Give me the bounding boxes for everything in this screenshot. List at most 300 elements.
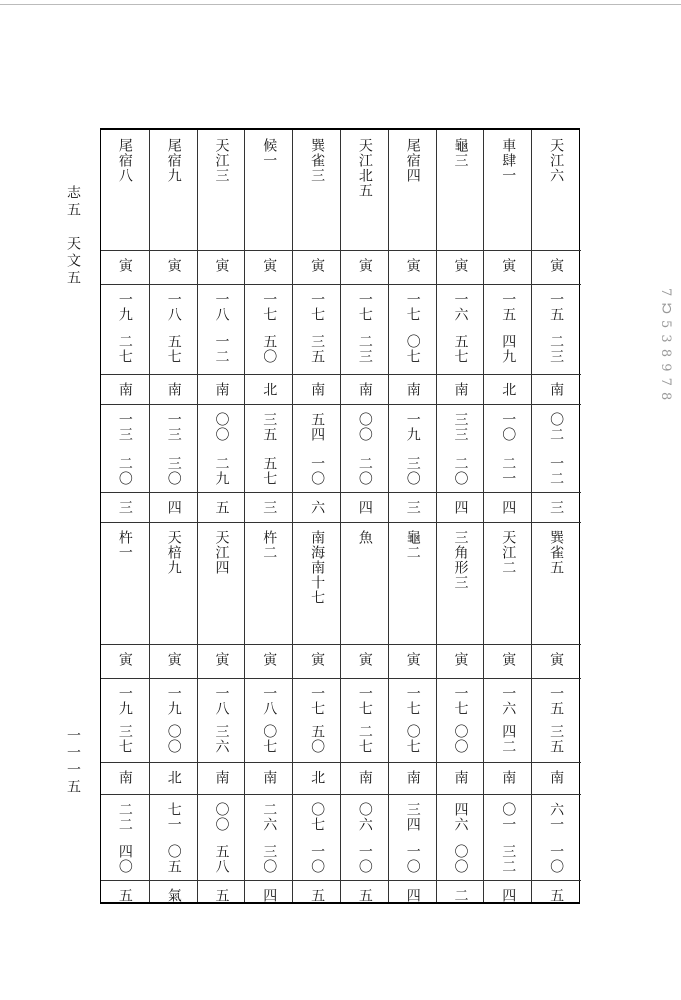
cell-text: 南 — [165, 382, 182, 397]
cell-text: 一七 — [356, 292, 373, 322]
table-cell — [245, 456, 293, 492]
table-cell — [101, 456, 149, 492]
cell-text: 六 — [309, 500, 326, 515]
cell-text: 二〇 — [356, 456, 373, 486]
cell-text: 〇〇 — [213, 802, 230, 832]
table-cell — [437, 844, 485, 880]
table-cell — [484, 802, 532, 836]
cell-text: 三五 — [309, 334, 326, 364]
cell-text: 一五 — [548, 292, 565, 322]
table-cell — [341, 686, 389, 716]
cell-text: 二二 — [116, 802, 133, 832]
cell-text: 一三 — [116, 412, 133, 442]
star-name-cell — [198, 530, 246, 644]
star-name-cell — [532, 530, 580, 644]
cell-text: 一五 — [500, 292, 517, 322]
cell-text: 寅 — [165, 258, 182, 273]
cell-text: 三 — [116, 500, 133, 515]
table-cell — [150, 888, 198, 902]
table-cell — [341, 802, 389, 836]
table-cell — [245, 382, 293, 404]
table-column — [149, 130, 198, 902]
table-cell — [389, 888, 437, 902]
table-cell — [245, 258, 293, 284]
cell-text: 尾宿九 — [165, 138, 182, 183]
table-cell — [101, 802, 149, 836]
cell-text: 魚 — [356, 530, 373, 545]
table-cell — [532, 382, 580, 404]
table-cell — [389, 334, 437, 374]
table-cell — [389, 724, 437, 762]
table-cell — [198, 844, 246, 880]
table-cell — [150, 724, 198, 762]
cell-text: 南 — [548, 382, 565, 397]
cell-text: 天棓九 — [165, 530, 182, 575]
margin-annotation: 7 𝈀 5 3 8 9 7 8 — [658, 288, 673, 402]
cell-text: 四〇 — [116, 844, 133, 874]
table-cell — [437, 802, 485, 836]
cell-text: 三五 — [261, 412, 278, 442]
table-cell — [150, 292, 198, 326]
table-cell — [532, 334, 580, 374]
star-name-cell — [341, 138, 389, 250]
star-name-cell — [484, 530, 532, 644]
cell-text: 一二 — [548, 456, 565, 486]
cell-text: 四 — [452, 500, 469, 515]
table-cell — [341, 258, 389, 284]
cell-text: 北 — [261, 382, 278, 397]
table-column — [483, 130, 532, 902]
table-cell — [437, 334, 485, 374]
table-cell — [532, 258, 580, 284]
table-cell — [532, 802, 580, 836]
table-cell — [101, 652, 149, 678]
cell-text: 寅 — [309, 652, 326, 667]
table-cell — [150, 686, 198, 716]
table-cell — [245, 770, 293, 794]
table-cell — [150, 258, 198, 284]
cell-text: 天江二 — [500, 530, 517, 575]
cell-text: 寅 — [500, 652, 517, 667]
table-cell — [245, 292, 293, 326]
cell-text: 一七 — [309, 292, 326, 322]
cell-text: 寅 — [356, 652, 373, 667]
table-cell — [341, 412, 389, 448]
cell-text: 南 — [500, 770, 517, 785]
table-cell — [437, 888, 485, 902]
cell-text: 〇〇 — [356, 412, 373, 442]
cell-text: 〇〇 — [452, 844, 469, 874]
cell-text: 一八 — [213, 686, 230, 716]
cell-text: 寅 — [548, 258, 565, 273]
table-cell — [437, 652, 485, 678]
table-cell — [150, 500, 198, 522]
table-cell — [341, 770, 389, 794]
table-cell — [198, 888, 246, 902]
star-name-cell — [389, 530, 437, 644]
cell-text: 一八 — [213, 292, 230, 322]
cell-text: 三 — [261, 500, 278, 515]
table-cell — [293, 844, 341, 880]
table-cell — [198, 382, 246, 404]
cell-text: 寅 — [261, 258, 278, 273]
table-cell — [101, 724, 149, 762]
table-cell — [389, 258, 437, 284]
table-column — [340, 130, 389, 902]
table-cell — [341, 652, 389, 678]
table-cell — [198, 770, 246, 794]
cell-text: 一七 — [309, 686, 326, 716]
table-cell — [198, 292, 246, 326]
table-cell — [293, 292, 341, 326]
table-cell — [532, 888, 580, 902]
cell-text: 二〇 — [116, 456, 133, 486]
table-cell — [437, 258, 485, 284]
table-cell — [437, 412, 485, 448]
cell-text: 南 — [548, 770, 565, 785]
table-cell — [101, 258, 149, 284]
cell-text: 〇七 — [404, 334, 421, 364]
table-cell — [101, 292, 149, 326]
cell-text: 〇七 — [309, 802, 326, 832]
table-cell — [484, 292, 532, 326]
table-cell — [532, 770, 580, 794]
table-cell — [293, 500, 341, 522]
cell-text: 巽雀三 — [309, 138, 326, 183]
star-name-cell — [532, 138, 580, 250]
cell-text: 一三 — [165, 412, 182, 442]
cell-text: 一〇 — [309, 844, 326, 874]
cell-text: 二七 — [116, 334, 133, 364]
table-cell — [150, 802, 198, 836]
table-cell — [389, 292, 437, 326]
cell-text: 寅 — [213, 652, 230, 667]
cell-text: 五八 — [213, 844, 230, 874]
cell-text: 三 — [548, 500, 565, 515]
table-cell — [341, 382, 389, 404]
star-name-cell — [150, 138, 198, 250]
table-column — [197, 130, 246, 902]
cell-text: 南 — [404, 770, 421, 785]
table-cell — [484, 770, 532, 794]
cell-text: 南海南十七 — [309, 530, 326, 605]
cell-text: 三角形三 — [452, 530, 469, 590]
cell-text: 五七 — [261, 456, 278, 486]
cell-text: 一二 — [213, 334, 230, 364]
cell-text: 一七 — [404, 292, 421, 322]
cell-text: 一九 — [116, 292, 133, 322]
cell-text: 一六 — [500, 686, 517, 716]
cell-text: 一〇 — [548, 844, 565, 874]
cell-text: 南 — [404, 382, 421, 397]
cell-text: 四 — [356, 500, 373, 515]
cell-text: 二〇 — [452, 456, 469, 486]
table-cell — [101, 334, 149, 374]
table-cell — [389, 686, 437, 716]
star-name-cell — [437, 138, 485, 250]
cell-text: 五 — [213, 500, 230, 515]
cell-text: 〇七 — [261, 724, 278, 754]
cell-text: 三五 — [548, 724, 565, 754]
cell-text: 寅 — [452, 258, 469, 273]
table-cell — [484, 500, 532, 522]
table-cell — [293, 686, 341, 716]
cell-text: 候一 — [261, 138, 278, 168]
cell-text: 四 — [165, 500, 182, 515]
cell-text: 一七 — [452, 686, 469, 716]
table-cell — [532, 412, 580, 448]
table-cell — [484, 888, 532, 902]
table-cell — [389, 500, 437, 522]
cell-text: 天江北五 — [356, 138, 373, 198]
cell-text: 天江四 — [213, 530, 230, 575]
table-cell — [150, 382, 198, 404]
table-cell — [389, 456, 437, 492]
table-cell — [293, 382, 341, 404]
table-cell — [245, 412, 293, 448]
star-name-cell — [484, 138, 532, 250]
section-header: 志五 天文五 — [65, 185, 81, 287]
cell-text: 寅 — [213, 258, 230, 273]
table-cell — [150, 652, 198, 678]
table-cell — [245, 844, 293, 880]
cell-text: 寅 — [404, 652, 421, 667]
cell-text: 二九 — [213, 456, 230, 486]
star-name-cell — [293, 138, 341, 250]
table-cell — [532, 652, 580, 678]
table-cell — [293, 334, 341, 374]
cell-text: 〇五 — [165, 844, 182, 874]
table-column — [388, 130, 437, 902]
table-cell — [198, 652, 246, 678]
table-cell — [150, 412, 198, 448]
table-cell — [293, 652, 341, 678]
table-cell — [437, 686, 485, 716]
table-cell — [150, 844, 198, 880]
cell-text: 五七 — [165, 334, 182, 364]
cell-text: 二一 — [500, 456, 517, 486]
table-cell — [101, 412, 149, 448]
cell-text: 南 — [356, 770, 373, 785]
table-cell — [101, 770, 149, 794]
cell-text: 四 — [404, 888, 421, 903]
table-cell — [293, 412, 341, 448]
cell-text: 四 — [500, 888, 517, 903]
cell-text: 一九 — [404, 412, 421, 442]
cell-text: 二七 — [356, 724, 373, 754]
cell-text: 五 — [356, 888, 373, 903]
table-cell — [101, 888, 149, 902]
cell-text: 龜二 — [404, 530, 421, 560]
table-cell — [245, 802, 293, 836]
cell-text: 車肆一 — [500, 138, 517, 183]
cell-text: 三二 — [500, 844, 517, 874]
table-cell — [198, 686, 246, 716]
cell-text: 南 — [309, 382, 326, 397]
table-cell — [293, 456, 341, 492]
cell-text: 一七 — [261, 292, 278, 322]
cell-text: 氣 — [165, 888, 182, 903]
table-cell — [484, 652, 532, 678]
cell-text: 巽雀五 — [548, 530, 565, 575]
cell-text: 寅 — [404, 258, 421, 273]
cell-text: 寅 — [165, 652, 182, 667]
table-cell — [293, 770, 341, 794]
table-cell — [532, 686, 580, 716]
cell-text: 一〇 — [309, 456, 326, 486]
table-cell — [293, 888, 341, 902]
table-cell — [532, 724, 580, 762]
table-cell — [341, 500, 389, 522]
cell-text: 寅 — [548, 652, 565, 667]
cell-text: 四 — [500, 500, 517, 515]
cell-text: 二三 — [548, 334, 565, 364]
cell-text: 五 — [309, 888, 326, 903]
cell-text: 杵二 — [261, 530, 278, 560]
table-cell — [389, 770, 437, 794]
table-cell — [245, 334, 293, 374]
cell-text: 三〇 — [404, 456, 421, 486]
table-cell — [245, 888, 293, 902]
cell-text: 六一 — [548, 802, 565, 832]
table-column — [292, 130, 341, 902]
table-cell — [293, 724, 341, 762]
cell-text: 三〇 — [165, 456, 182, 486]
cell-text: 寅 — [309, 258, 326, 273]
page-number: 一一一五 — [65, 728, 81, 796]
table-cell — [389, 412, 437, 448]
table-cell — [437, 724, 485, 762]
cell-text: 寅 — [116, 652, 133, 667]
star-name-cell — [245, 138, 293, 250]
table-cell — [198, 456, 246, 492]
table-cell — [150, 334, 198, 374]
cell-text: 五〇 — [309, 724, 326, 754]
table-cell — [198, 412, 246, 448]
star-name-cell — [389, 138, 437, 250]
table-cell — [484, 844, 532, 880]
cell-text: 〇二 — [548, 412, 565, 442]
cell-text: 南 — [116, 770, 133, 785]
table-cell — [484, 686, 532, 716]
table-cell — [532, 844, 580, 880]
star-name-cell — [150, 530, 198, 644]
cell-text: 南 — [356, 382, 373, 397]
cell-text: 一八 — [261, 686, 278, 716]
cell-text: 二三 — [356, 334, 373, 364]
cell-text: 四九 — [500, 334, 517, 364]
table-cell — [437, 770, 485, 794]
cell-text: 杵一 — [116, 530, 133, 560]
table-cell — [245, 500, 293, 522]
cell-text: 寅 — [356, 258, 373, 273]
cell-text: 寅 — [116, 258, 133, 273]
cell-text: 一〇 — [404, 844, 421, 874]
cell-text: 五 — [213, 888, 230, 903]
cell-text: 三〇 — [261, 844, 278, 874]
table-cell — [437, 456, 485, 492]
cell-text: 北 — [165, 770, 182, 785]
cell-text: 三七 — [116, 724, 133, 754]
cell-text: 尾宿八 — [116, 138, 133, 183]
cell-text: 〇七 — [404, 724, 421, 754]
cell-text: 二 — [452, 888, 469, 903]
table-cell — [150, 456, 198, 492]
table-cell — [484, 456, 532, 492]
table-cell — [437, 500, 485, 522]
table-cell — [389, 802, 437, 836]
table-cell — [341, 334, 389, 374]
table-cell — [389, 382, 437, 404]
table-cell — [484, 412, 532, 448]
top-rule — [0, 4, 681, 5]
table-cell — [389, 844, 437, 880]
cell-text: 五〇 — [261, 334, 278, 364]
table-cell — [101, 382, 149, 404]
table-column — [101, 130, 149, 902]
cell-text: 四二 — [500, 724, 517, 754]
cell-text: 〇六 — [356, 802, 373, 832]
table-cell — [101, 686, 149, 716]
table-cell — [437, 382, 485, 404]
table-cell — [198, 500, 246, 522]
table-column — [531, 130, 580, 902]
cell-text: 三 — [404, 500, 421, 515]
table-cell — [101, 500, 149, 522]
table-cell — [198, 258, 246, 284]
star-name-cell — [245, 530, 293, 644]
table-column — [244, 130, 293, 902]
table-cell — [150, 770, 198, 794]
table-cell — [437, 292, 485, 326]
table-cell — [198, 334, 246, 374]
table-cell — [532, 456, 580, 492]
cell-text: 〇〇 — [452, 724, 469, 754]
cell-text: 尾宿四 — [404, 138, 421, 183]
cell-text: 五 — [548, 888, 565, 903]
table-cell — [293, 802, 341, 836]
cell-text: 五四 — [309, 412, 326, 442]
cell-text: 南 — [261, 770, 278, 785]
cell-text: 寅 — [500, 258, 517, 273]
star-name-cell — [341, 530, 389, 644]
cell-text: 〇〇 — [165, 724, 182, 754]
cell-text: 四六 — [452, 802, 469, 832]
cell-text: 三六 — [213, 724, 230, 754]
table-cell — [341, 888, 389, 902]
table-cell — [341, 724, 389, 762]
cell-text: 一〇 — [356, 844, 373, 874]
table-cell — [245, 652, 293, 678]
cell-text: 三四 — [404, 802, 421, 832]
table-cell — [532, 500, 580, 522]
table-cell — [245, 686, 293, 716]
cell-text: 南 — [452, 770, 469, 785]
cell-text: 〇一 — [500, 802, 517, 832]
cell-text: 一五 — [548, 686, 565, 716]
table-cell — [484, 258, 532, 284]
cell-text: 三三 — [452, 412, 469, 442]
cell-text: 寅 — [452, 652, 469, 667]
table-cell — [198, 802, 246, 836]
cell-text: 龜三 — [452, 138, 469, 168]
cell-text: 天江三 — [213, 138, 230, 183]
star-name-cell — [198, 138, 246, 250]
table-cell — [341, 456, 389, 492]
cell-text: 北 — [309, 770, 326, 785]
cell-text: 二六 — [261, 802, 278, 832]
table-cell — [198, 724, 246, 762]
